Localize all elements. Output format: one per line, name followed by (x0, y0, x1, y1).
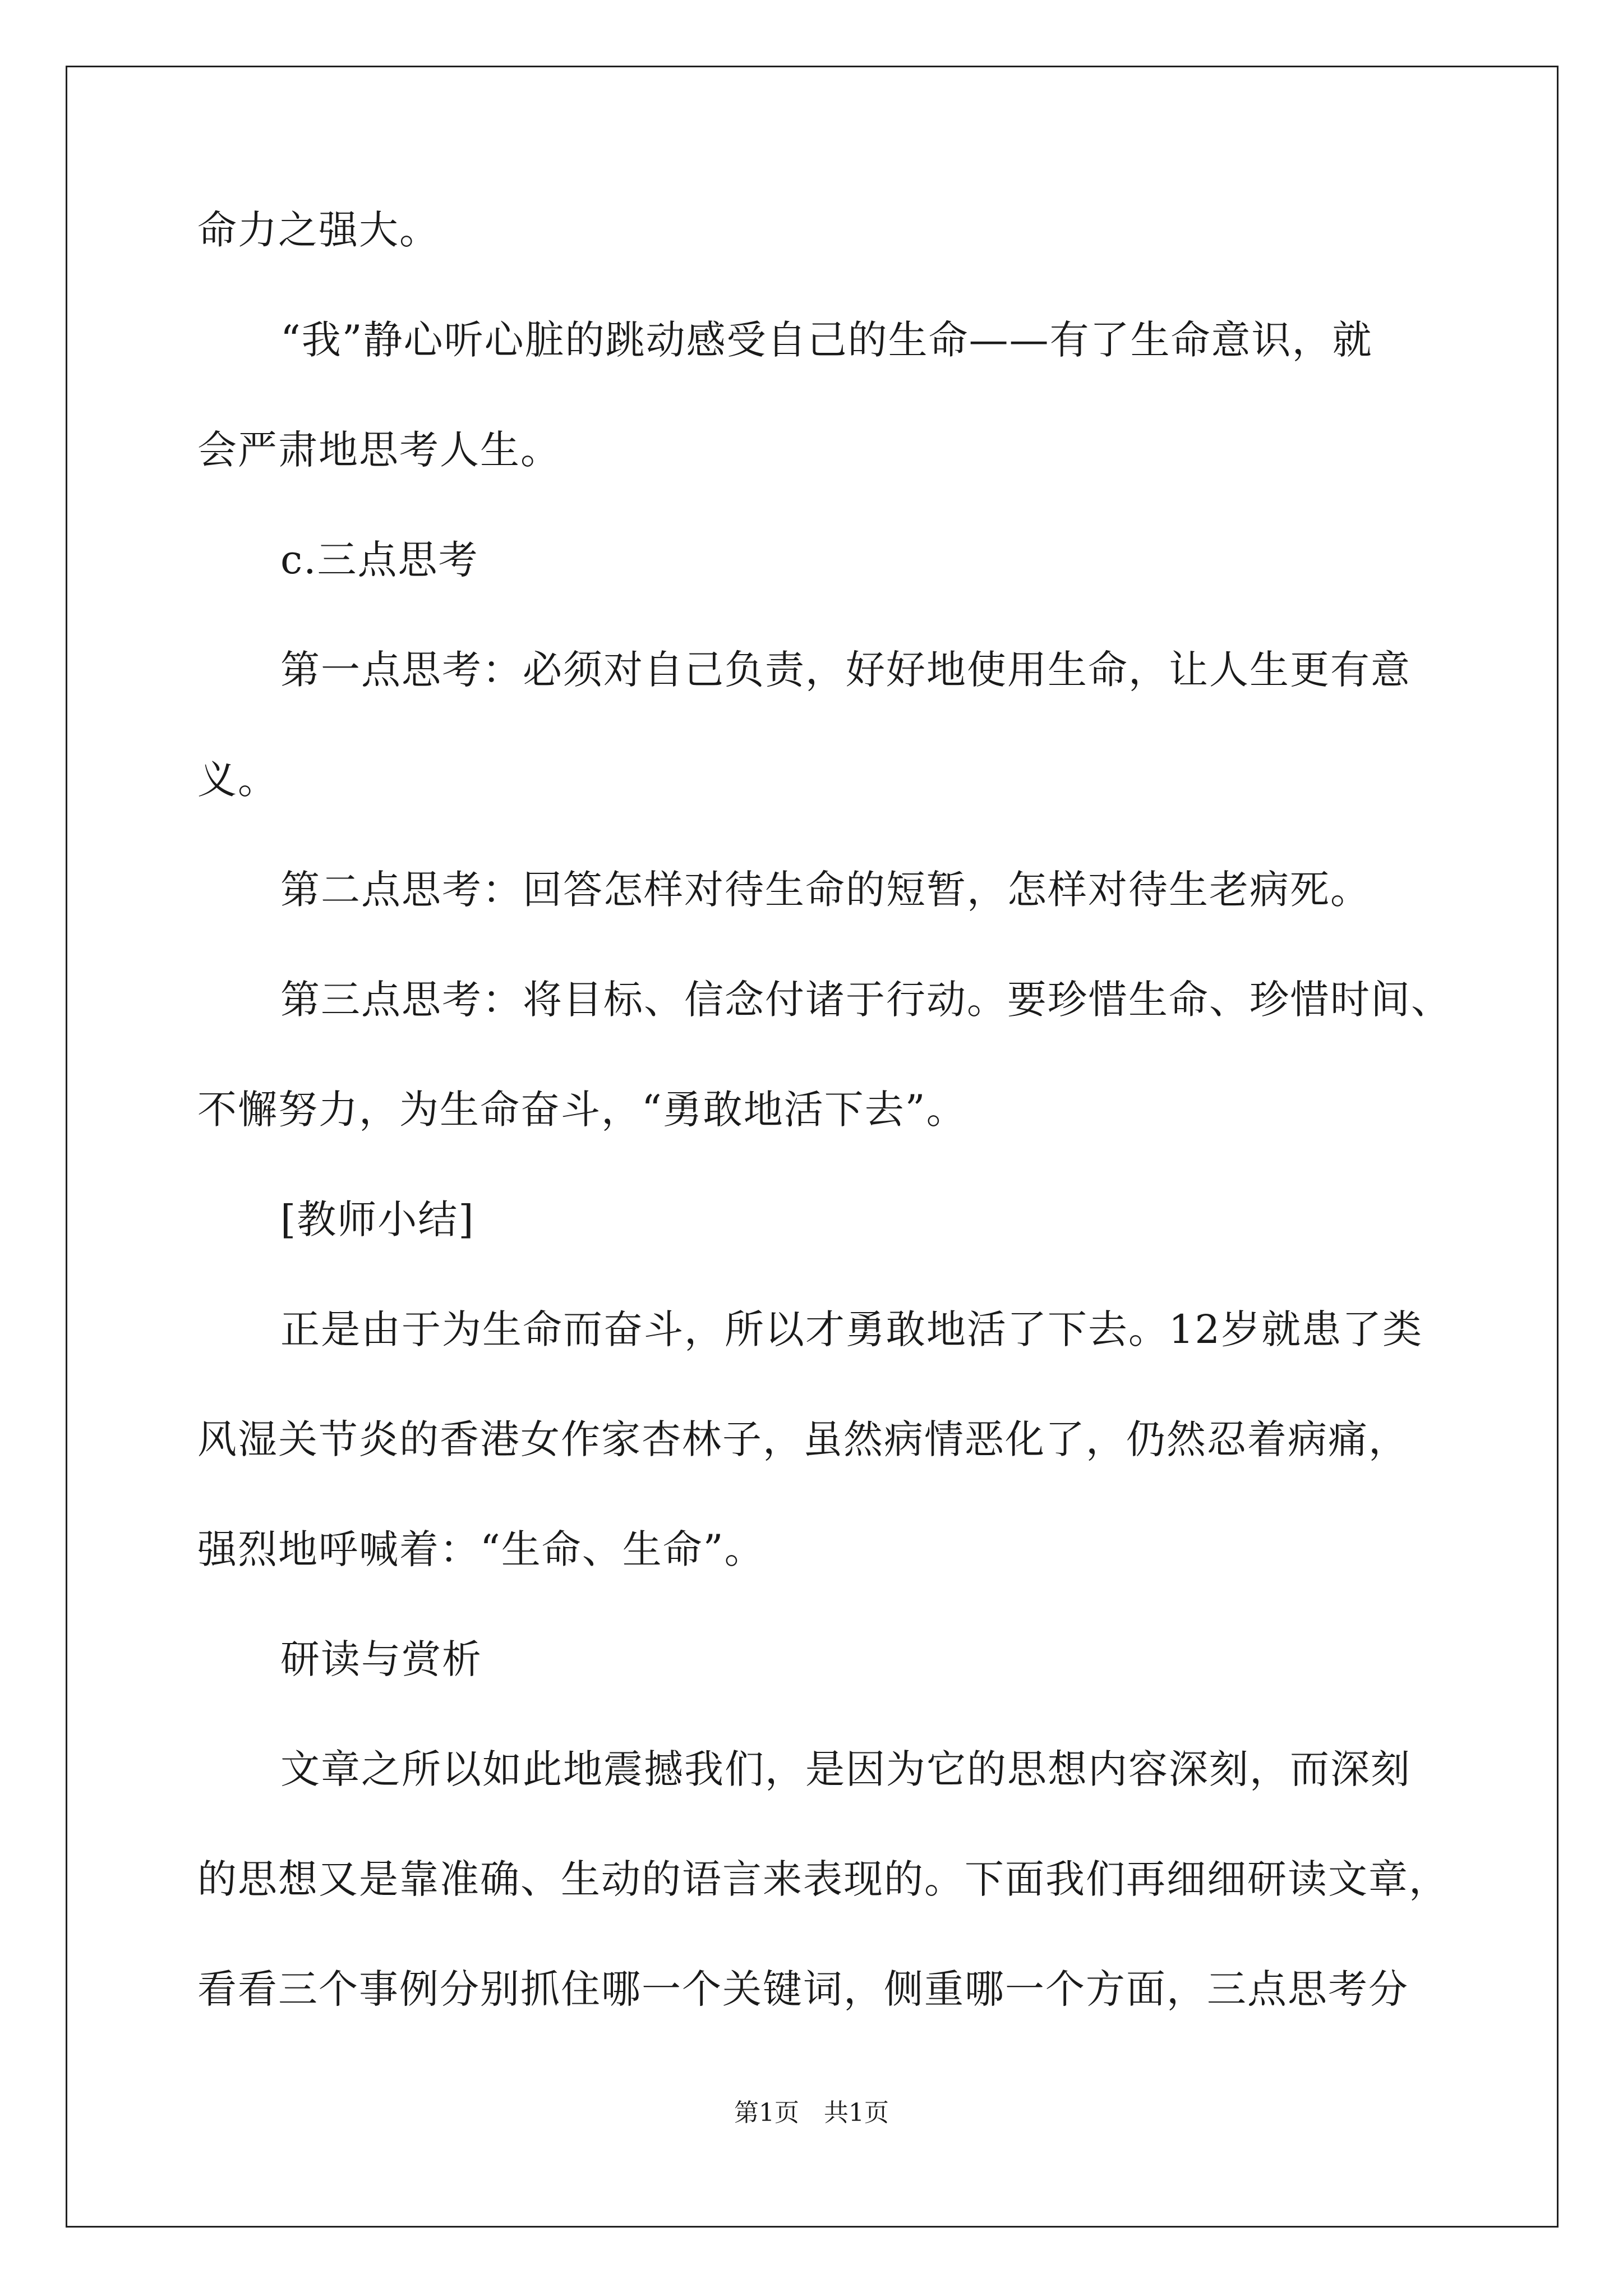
text-line: [教师小结] (280, 1197, 475, 1243)
text-line: 会严肃地思考人生。 (197, 427, 561, 473)
text-line: 风湿关节炎的香港女作家杏林子，虽然病情恶化了，仍然忍着病痛， (197, 1416, 1409, 1462)
text-line: 不懈努力，为生命奋斗，“勇敢地活下去”。 (197, 1087, 967, 1133)
text-line: 第二点思考：回答怎样对待生命的短暂，怎样对待生老病死。 (280, 867, 1371, 913)
text-line: c.三点思考 (280, 537, 479, 583)
text-line: 研读与赏析 (280, 1636, 482, 1682)
text-line: 文章之所以如此地震撼我们，是因为它的思想内容深刻，而深刻 (280, 1746, 1411, 1792)
text-line: “我”静心听心脏的跳动感受自己的生命——有了生命意识，就 (280, 317, 1373, 363)
page-number: 第1页 共1页 (734, 2099, 889, 2127)
text-line: 第一点思考：必须对自己负责，好好地使用生命，让人生更有意 (280, 647, 1411, 693)
text-line: 第三点思考：将目标、信念付诸于行动。要珍惜生命、珍惜时间、 (280, 977, 1451, 1023)
text-line: 的思想又是靠准确、生动的语言来表现的。下面我们再细细研读文章， (197, 1856, 1449, 1902)
text-line: 强烈地呼喊着：“生命、生命”。 (197, 1526, 765, 1572)
text-line: 义。 (197, 757, 278, 803)
text-line: 正是由于为生命而奋斗，所以才勇敢地活了下去。12岁就患了类 (280, 1306, 1423, 1352)
text-line: 命力之强大。 (197, 207, 440, 253)
text-line: 看看三个事例分别抓住哪一个关键词，侧重哪一个方面，三点思考分 (197, 1966, 1409, 2012)
